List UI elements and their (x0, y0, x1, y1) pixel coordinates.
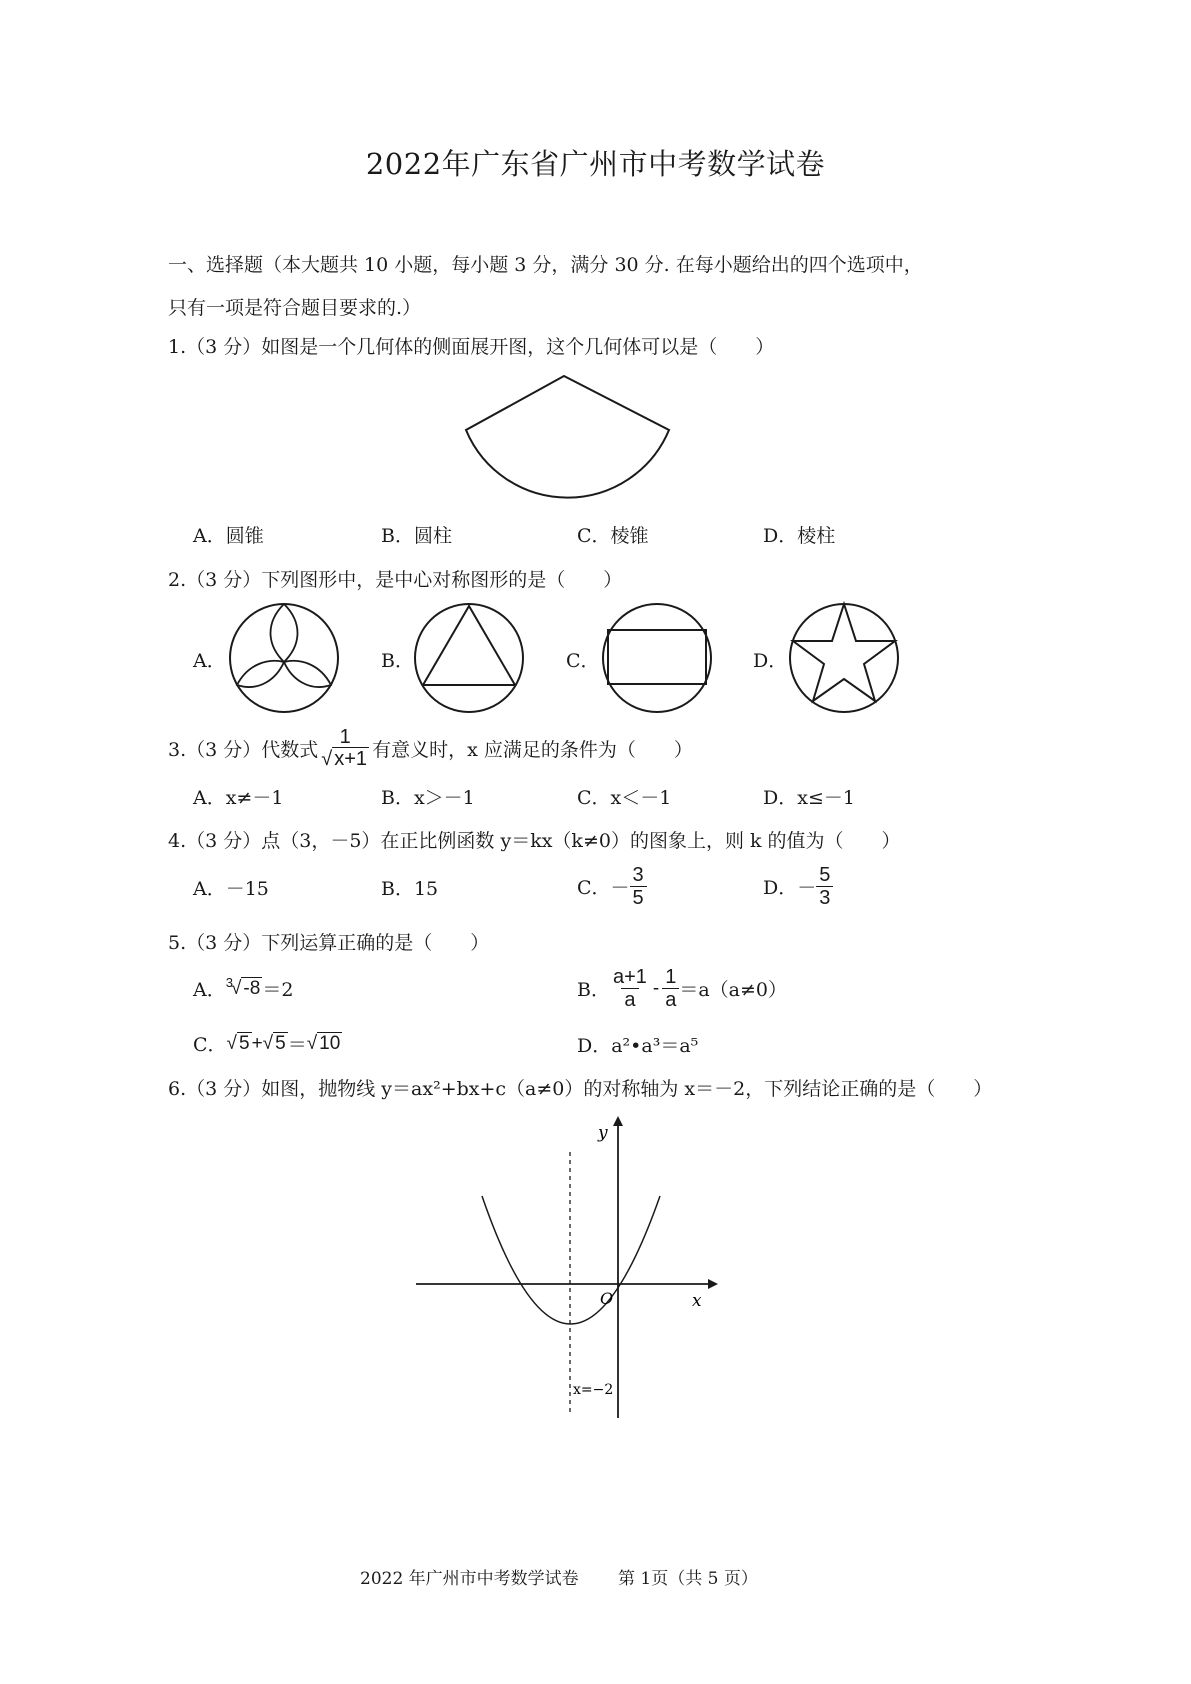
symmetry-axis-label: x=−2 (573, 1382, 614, 1398)
q3-option-b: B．x＞－1 (381, 787, 475, 809)
q5-option-c-radicand-1: 5 (238, 1033, 250, 1054)
q3-fraction-numerator: 1 (339, 726, 351, 748)
q3-option-d: D．x≤－1 (763, 787, 855, 809)
q4-option-d (763, 864, 833, 909)
question-4-stem: 4.（3 分）点（3，－5）在正比例函数 y＝kx（k≠0）的图象上，则 k 的值为（ ） (168, 830, 901, 852)
q1-option-c: C．棱锥 (577, 525, 649, 547)
q2-label-d: D． (753, 650, 788, 672)
q4-option-b: B．15 (381, 878, 439, 900)
q5-option-b-denominator-1: a (621, 988, 638, 1011)
question-5-stem: 5.（3 分）下列运算正确的是（ ） (168, 932, 490, 954)
section-heading-line2: 只有一项是符合题目要求的.） (168, 297, 422, 319)
q3-option-c: C．x＜－1 (577, 787, 672, 809)
q4-option-c-numerator: 3 (632, 864, 644, 886)
petal-right (284, 661, 331, 687)
sqrt-icon: √ (262, 1032, 274, 1054)
q5-option-c-plus: + (251, 1032, 263, 1054)
q1-option-a: A．圆锥 (193, 525, 264, 547)
q3-fraction-denominator: x+1 (334, 748, 368, 770)
q2-label-b: B． (381, 650, 414, 672)
q4-option-c-denominator: 5 (630, 886, 647, 909)
petal-left (237, 661, 284, 687)
x-axis-label: x (692, 1291, 702, 1311)
q5-option-a-label: A． (193, 979, 226, 1001)
q4-option-d-denominator: 3 (816, 886, 833, 909)
q5-option-a-radicand: -8 (243, 978, 261, 999)
q5-option-b-minus: - (652, 977, 660, 999)
y-axis-label: y (598, 1123, 608, 1143)
star-in-circle-figure (787, 602, 902, 714)
question-2-stem: 2.（3 分）下列图形中，是中心对称图形的是（ ） (168, 569, 623, 591)
q5-option-b-numerator-1: a+1 (612, 966, 647, 988)
q5-option-b-numerator-2: 1 (665, 966, 677, 988)
q3-stem-suffix: 有意义时，x 应满足的条件为（ ） (372, 738, 693, 761)
q5-option-a (193, 975, 293, 1002)
q4-option-c (577, 864, 647, 909)
q1-option-b: B．圆柱 (381, 525, 452, 547)
q5-option-c-label: C． (193, 1034, 227, 1056)
origin-label: O (600, 1289, 614, 1308)
outer-circle-b (415, 604, 523, 712)
three-arcs-circle-figure (228, 602, 343, 714)
q4-option-c-fraction (630, 864, 647, 909)
q5-option-d: D．a²•a³＝a⁵ (577, 1035, 699, 1057)
triangle-in-circle-figure (413, 602, 528, 714)
q3-option-a: A．x≠－1 (193, 787, 284, 809)
q4-option-a: A．－15 (193, 878, 269, 900)
sector-outline (466, 376, 669, 498)
footer-page-number: 第 1页（共 5 页） (618, 1569, 758, 1589)
sqrt-icon: √ (321, 748, 333, 770)
parabola-curve (482, 1196, 660, 1324)
q5-option-a-index: 3 (225, 975, 233, 990)
q1-option-d: D．棱柱 (763, 525, 836, 547)
question-6-stem: 6.（3 分）如图，抛物线 y＝ax²+bx+c（a≠0）的对称轴为 x＝－2，下列结论正确的是（ ） (168, 1078, 993, 1100)
q5-option-c (193, 1030, 342, 1057)
q2-label-a: A． (193, 650, 226, 672)
q5-option-c-radicand-2: 5 (275, 1033, 286, 1054)
outer-circle-c (603, 604, 711, 712)
rectangle-in-circle-figure (600, 602, 715, 714)
inscribed-triangle (423, 606, 515, 685)
q5-option-a-result: ＝2 (262, 979, 294, 1001)
q5-option-b-fraction-1 (610, 966, 650, 1011)
q3-fraction (318, 726, 372, 770)
sector-net-figure (460, 372, 675, 507)
q4-option-d-label: D．－ (763, 877, 817, 899)
q5-option-b (577, 966, 787, 1011)
q2-label-c: C． (566, 650, 600, 672)
inscribed-rectangle (608, 630, 706, 684)
footer-exam-name: 2022 年广州市中考数学试卷 (360, 1569, 579, 1589)
q4-option-c-label: C．－ (577, 877, 630, 899)
q5-option-b-fraction-2 (662, 966, 679, 1011)
outer-circle-a (230, 604, 338, 712)
sqrt-icon: √ (230, 977, 242, 999)
question-3-stem (168, 726, 693, 770)
q5-option-b-label: B． (577, 979, 610, 1001)
q4-option-d-fraction (816, 864, 833, 909)
parabola-graph-figure (410, 1112, 730, 1422)
outer-circle-d (790, 604, 898, 712)
q3-stem-prefix: 3.（3 分）代数式 (168, 738, 319, 761)
section-heading-line1: 一、选择题（本大题共 10 小题，每小题 3 分，满分 30 分. 在每小题给出的四个选项中， (168, 254, 923, 276)
q5-option-c-radicand-3: 10 (319, 1033, 341, 1054)
petal-top (271, 604, 298, 662)
q5-option-b-denominator-2: a (662, 988, 679, 1011)
page-title: 2022年广东省广州市中考数学试卷 (365, 147, 826, 181)
q5-option-c-equals: ＝ (287, 1034, 307, 1056)
q5-option-b-result: ＝a（a≠0） (679, 979, 788, 1001)
q4-option-d-numerator: 5 (819, 864, 831, 886)
question-1-stem: 1.（3 分）如图是一个几何体的侧面展开图，这个几何体可以是（ ） (168, 336, 775, 358)
sqrt-icon: √ (226, 1032, 237, 1054)
sqrt-icon: √ (306, 1032, 318, 1054)
